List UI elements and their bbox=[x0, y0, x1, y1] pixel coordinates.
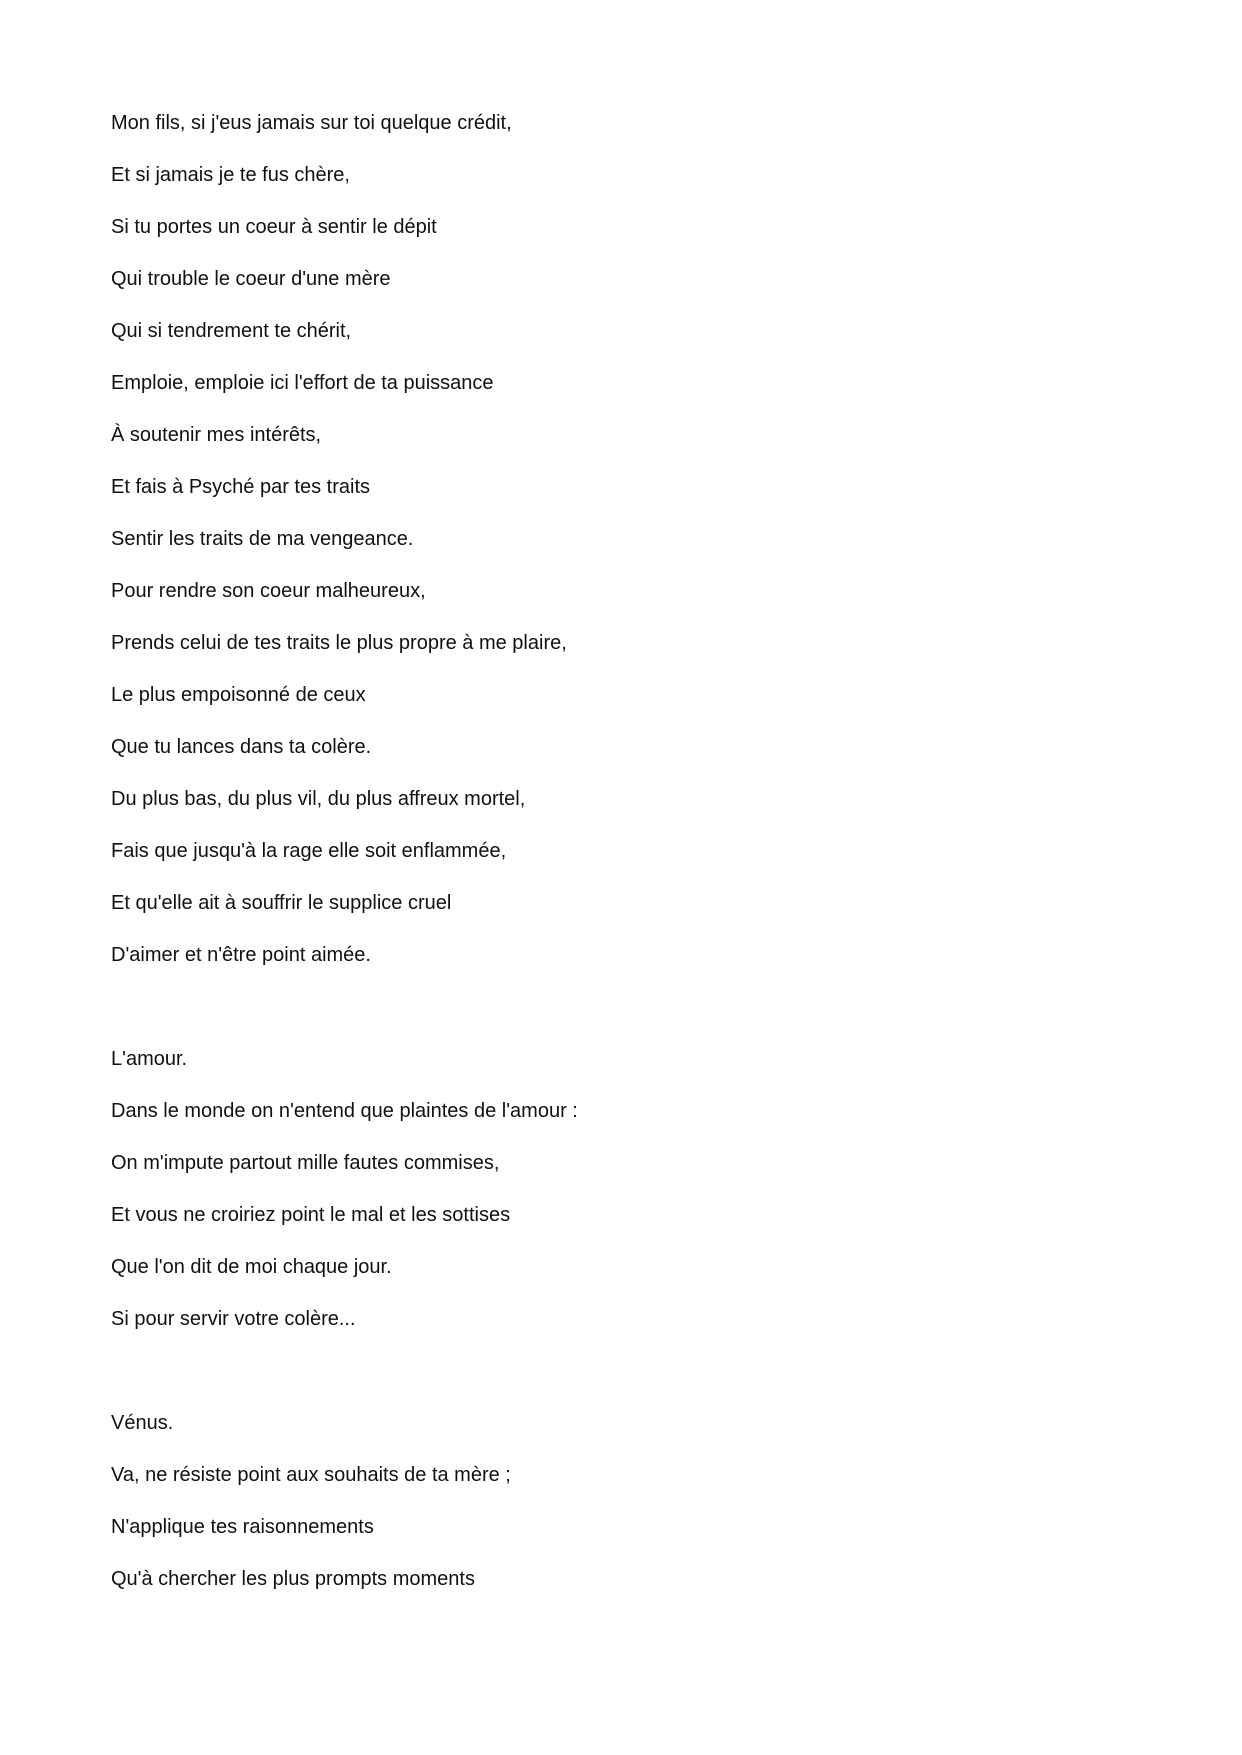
speaker-name: L'amour. bbox=[111, 1048, 188, 1070]
verse-line: Et qu'elle ait à souffrir le supplice cruel bbox=[111, 892, 452, 914]
verse-line: N'applique tes raisonnements bbox=[111, 1516, 374, 1538]
verse-line: Si tu portes un coeur à sentir le dépit bbox=[111, 216, 437, 238]
poem-text bbox=[111, 110, 1111, 1618]
verse-line: Mon fils, si j'eus jamais sur toi quelque crédit, bbox=[111, 112, 512, 134]
verse-line: Que tu lances dans ta colère. bbox=[111, 736, 372, 758]
verse-line: D'aimer et n'être point aimée. bbox=[111, 944, 371, 966]
verse-line: On m'impute partout mille fautes commises, bbox=[111, 1152, 500, 1174]
verse-line: Qu'à chercher les plus prompts moments bbox=[111, 1568, 475, 1590]
verse-line: Sentir les traits de ma vengeance. bbox=[111, 528, 414, 550]
verse-line: Va, ne résiste point aux souhaits de ta mère ; bbox=[111, 1464, 511, 1486]
verse-line: Prends celui de tes traits le plus propre à me plaire, bbox=[111, 632, 567, 654]
verse-line: Emploie, emploie ici l'effort de ta puissance bbox=[111, 372, 494, 394]
verse-line: Qui trouble le coeur d'une mère bbox=[111, 268, 391, 290]
verse-line: Pour rendre son coeur malheureux, bbox=[111, 580, 426, 602]
verse-line: Du plus bas, du plus vil, du plus affreux mortel, bbox=[111, 788, 526, 810]
stanza-gap bbox=[111, 1358, 1111, 1410]
verse-line: Que l'on dit de moi chaque jour. bbox=[111, 1256, 392, 1278]
verse-line: Et fais à Psyché par tes traits bbox=[111, 476, 370, 498]
verse-line: Si pour servir votre colère... bbox=[111, 1308, 356, 1330]
verse-line: Le plus empoisonné de ceux bbox=[111, 684, 366, 706]
stanza-gap bbox=[111, 994, 1111, 1046]
speaker-name: Vénus. bbox=[111, 1412, 174, 1434]
verse-line: À soutenir mes intérêts, bbox=[111, 424, 322, 446]
verse-line: Et si jamais je te fus chère, bbox=[111, 164, 350, 186]
verse-line: Qui si tendrement te chérit, bbox=[111, 320, 352, 342]
verse-line: Et vous ne croiriez point le mal et les sottises bbox=[111, 1204, 511, 1226]
verse-line: Dans le monde on n'entend que plaintes de l'amour : bbox=[111, 1100, 578, 1122]
verse-line: Fais que jusqu'à la rage elle soit enflammée, bbox=[111, 840, 507, 862]
